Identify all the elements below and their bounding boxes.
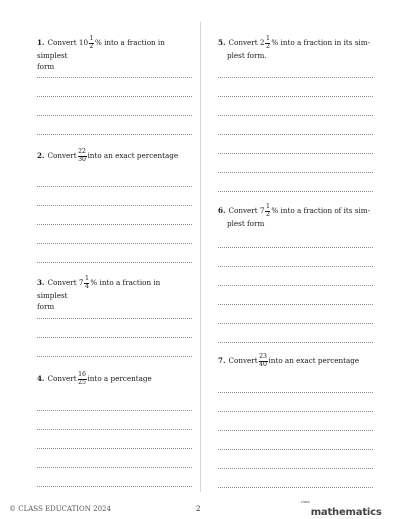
fraction bbox=[265, 204, 270, 218]
question-7 bbox=[218, 354, 373, 368]
fraction bbox=[84, 276, 89, 290]
question-1 bbox=[37, 36, 192, 72]
answer-line[interactable] bbox=[37, 410, 192, 411]
fraction bbox=[89, 36, 94, 50]
fraction-denominator: 2 bbox=[265, 210, 270, 218]
question-text: % into a fraction in simplest bbox=[37, 38, 165, 61]
question-text: Convert bbox=[47, 151, 77, 161]
question-text: Convert bbox=[228, 356, 258, 366]
question-text-line2: plest form bbox=[227, 219, 265, 229]
answer-line[interactable] bbox=[37, 205, 192, 206]
fraction-numerator: 1 bbox=[265, 35, 270, 42]
fraction-numerator: 1 bbox=[89, 35, 94, 42]
question-5 bbox=[218, 36, 373, 61]
fraction bbox=[78, 372, 87, 386]
answer-line[interactable] bbox=[218, 191, 373, 192]
question-text-line2: form bbox=[37, 62, 55, 72]
fraction-numerator: 22 bbox=[78, 148, 86, 155]
answer-line[interactable] bbox=[218, 342, 373, 343]
fraction-denominator: 40 bbox=[259, 360, 267, 368]
fraction-denominator: 2 bbox=[265, 42, 270, 50]
question-number: 6. bbox=[218, 206, 226, 216]
fraction bbox=[78, 149, 87, 163]
answer-line[interactable] bbox=[218, 449, 373, 450]
answer-line[interactable] bbox=[37, 486, 192, 487]
answer-line[interactable] bbox=[218, 430, 373, 431]
answer-line[interactable] bbox=[218, 247, 373, 248]
question-number: 4. bbox=[37, 374, 45, 384]
fraction-denominator: 4 bbox=[84, 282, 89, 290]
question-text: % into a fraction in simplest bbox=[37, 278, 161, 301]
question-text: % into a fraction in its sim- bbox=[271, 38, 370, 48]
answer-line[interactable] bbox=[218, 468, 373, 469]
question-text: into an exact percentage bbox=[87, 151, 179, 161]
fraction bbox=[259, 354, 268, 368]
fraction-numerator: 16 bbox=[78, 371, 86, 378]
question-number: 7. bbox=[218, 356, 226, 366]
answer-line[interactable] bbox=[37, 243, 192, 244]
question-number: 5. bbox=[218, 38, 226, 48]
answer-line[interactable] bbox=[37, 467, 192, 468]
answer-line[interactable] bbox=[37, 448, 192, 449]
question-text: Convert 7 bbox=[47, 278, 84, 288]
column-divider bbox=[200, 22, 201, 492]
fraction-denominator: 30 bbox=[78, 155, 86, 163]
answer-line[interactable] bbox=[37, 134, 192, 135]
answer-line[interactable] bbox=[218, 411, 373, 412]
fraction bbox=[265, 36, 270, 50]
question-6 bbox=[218, 204, 373, 229]
question-2 bbox=[37, 149, 192, 163]
answer-line[interactable] bbox=[218, 96, 373, 97]
brand-logo-name: mathematics bbox=[310, 507, 382, 518]
answer-line[interactable] bbox=[218, 487, 373, 488]
question-text: Convert bbox=[47, 374, 77, 384]
question-text-line2: form bbox=[37, 302, 55, 312]
answer-line[interactable] bbox=[218, 134, 373, 135]
answer-line[interactable] bbox=[37, 186, 192, 187]
answer-line[interactable] bbox=[37, 318, 192, 319]
question-4 bbox=[37, 372, 192, 386]
answer-line[interactable] bbox=[218, 392, 373, 393]
answer-line[interactable] bbox=[218, 153, 373, 154]
question-text: Convert 7 bbox=[228, 206, 265, 216]
fraction-numerator: 23 bbox=[259, 353, 267, 360]
question-text: Convert 10 bbox=[47, 38, 89, 48]
question-number: 1. bbox=[37, 38, 45, 48]
fraction-numerator: 1 bbox=[84, 275, 89, 282]
answer-line[interactable] bbox=[218, 304, 373, 305]
answer-line[interactable] bbox=[37, 96, 192, 97]
question-3 bbox=[37, 276, 192, 312]
answer-line[interactable] bbox=[218, 266, 373, 267]
answer-line[interactable] bbox=[37, 356, 192, 357]
answer-line[interactable] bbox=[37, 262, 192, 263]
answer-line[interactable] bbox=[37, 224, 192, 225]
question-text-line2: plest form. bbox=[227, 51, 267, 61]
page-number: 2 bbox=[196, 505, 201, 513]
answer-line[interactable] bbox=[37, 77, 192, 78]
answer-line[interactable] bbox=[218, 115, 373, 116]
question-text: Convert 2 bbox=[228, 38, 265, 48]
fraction-denominator: 2 bbox=[89, 42, 94, 50]
question-text: into a percentage bbox=[87, 374, 152, 384]
fraction-numerator: 1 bbox=[265, 203, 270, 210]
question-number: 3. bbox=[37, 278, 45, 288]
brand-logo bbox=[301, 500, 382, 519]
copyright-text: © CLASS EDUCATION 2024 bbox=[9, 505, 111, 513]
answer-line[interactable] bbox=[37, 115, 192, 116]
question-text: into an exact percentage bbox=[268, 356, 360, 366]
brand-logo-prefix: class bbox=[301, 500, 310, 504]
answer-line[interactable] bbox=[37, 337, 192, 338]
answer-line[interactable] bbox=[218, 323, 373, 324]
question-text: % into a fraction of its sim- bbox=[271, 206, 371, 216]
fraction-denominator: 25 bbox=[78, 378, 86, 386]
answer-line[interactable] bbox=[218, 285, 373, 286]
question-number: 2. bbox=[37, 151, 45, 161]
answer-line[interactable] bbox=[218, 172, 373, 173]
answer-line[interactable] bbox=[37, 429, 192, 430]
answer-line[interactable] bbox=[218, 77, 373, 78]
